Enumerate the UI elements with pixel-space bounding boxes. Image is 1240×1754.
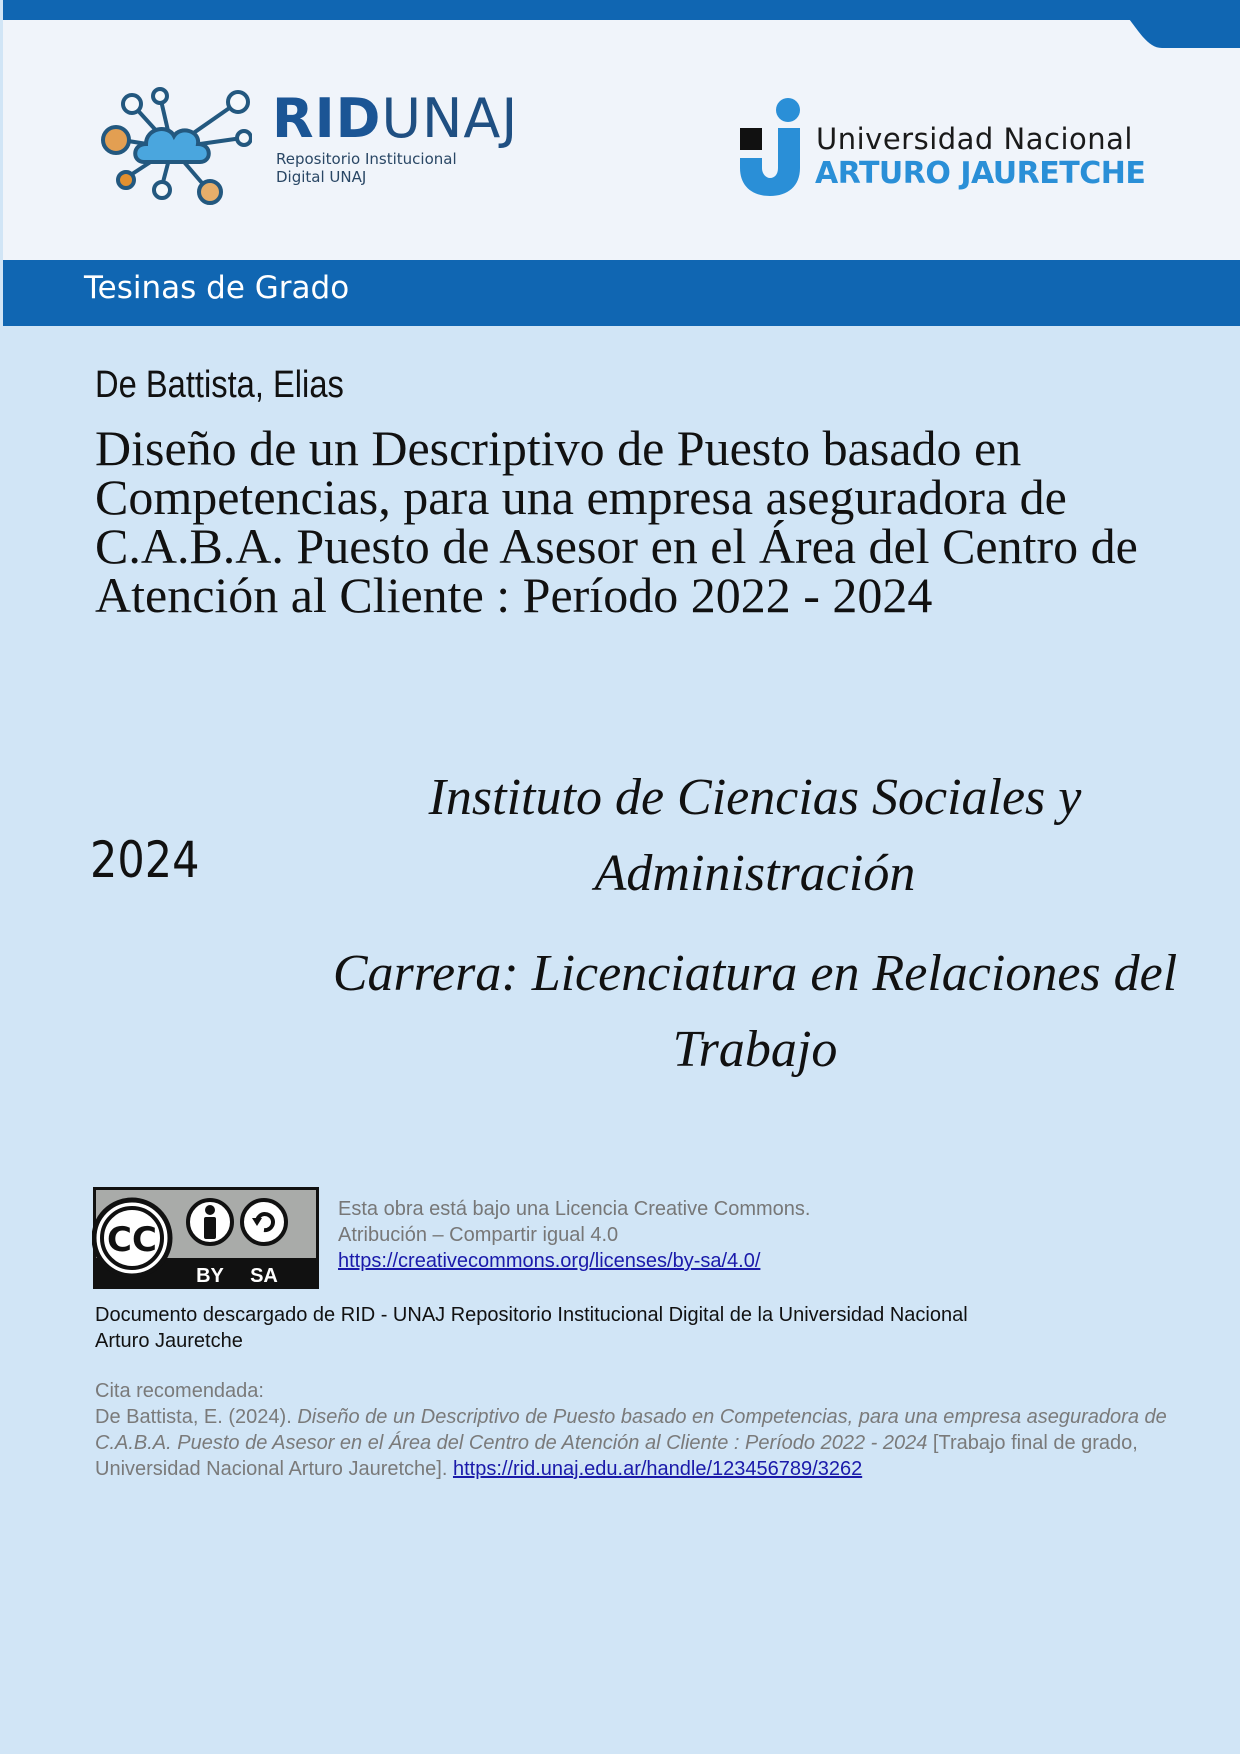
cloud-network-icon <box>92 86 252 206</box>
cc-text: CC <box>107 1220 157 1260</box>
unaj-j-mark-icon <box>740 98 804 198</box>
license-text <box>338 1196 810 1274</box>
license-link[interactable]: https://creativecommons.org/licenses/by-sa/4.0/ <box>338 1250 761 1272</box>
rid-subtitle-line2: Digital UNAJ <box>276 168 367 186</box>
band-label: Tesinas de Grado <box>84 270 350 306</box>
institute-name: Instituto de Ciencias Sociales y Administración <box>428 769 1082 902</box>
author-name: De Battista, Elias <box>95 364 344 406</box>
top-accent-stripe <box>3 0 1240 20</box>
university-name-line2: ARTURO JAURETCHE <box>815 156 1146 191</box>
citation-title: Diseño de un Descriptivo de Puesto basado en Competencias, para una empresa aseguradora de C.A.B.A. Puesto de Asesor en el Área del Centro de Atención al Cliente : Período 2022 - 2024 <box>95 1406 1167 1454</box>
attribution-person-icon <box>188 1200 232 1244</box>
rid-subtitle-line1: Repositorio Institucional <box>276 150 457 168</box>
document-title: Diseño de un Descriptivo de Puesto basado en Competencias, para una empresa aseguradora de C.A.B.A. Puesto de Asesor en el Área del Centro de Atención al Cliente : Período 2022 - 2024 <box>95 420 1138 623</box>
rid-unaj-wordmark <box>272 88 518 150</box>
download-note: Documento descargado de RID - UNAJ Repositorio Institucional Digital de la Universidad Nacional Arturo Jauretche <box>95 1304 968 1352</box>
citation-link[interactable]: https://rid.unaj.edu.ar/handle/123456789/3262 <box>452 1458 863 1480</box>
rid-wordmark-bold: RID <box>272 87 382 150</box>
publication-year: 2024 <box>90 831 200 889</box>
recommended-citation <box>95 1378 1195 1482</box>
citation-suffix: [Trabajo final de grado, Universidad Nacional Arturo Jauretche]. <box>95 1432 1138 1480</box>
citation-label: Cita recomendada: <box>95 1380 264 1402</box>
citation-body <box>95 1404 1195 1482</box>
university-name-line1: Universidad Nacional <box>816 122 1133 156</box>
creative-commons-icon <box>92 1186 320 1290</box>
license-line1: Esta obra está bajo una Licencia Creative Commons. <box>338 1198 811 1220</box>
top-corner-tab <box>1120 0 1240 50</box>
license-line2: Atribución – Compartir igual 4.0 <box>338 1224 619 1246</box>
rid-unaj-subtitle <box>276 150 457 186</box>
career-name: Carrera: Licenciatura en Relaciones del Trabajo <box>332 945 1178 1078</box>
by-label: BY <box>196 1265 224 1287</box>
share-alike-icon <box>242 1200 286 1244</box>
rid-wordmark-light: UNAJ <box>381 87 519 150</box>
citation-prefix: De Battista, E. (2024). <box>95 1406 298 1428</box>
sa-label: SA <box>250 1265 278 1287</box>
